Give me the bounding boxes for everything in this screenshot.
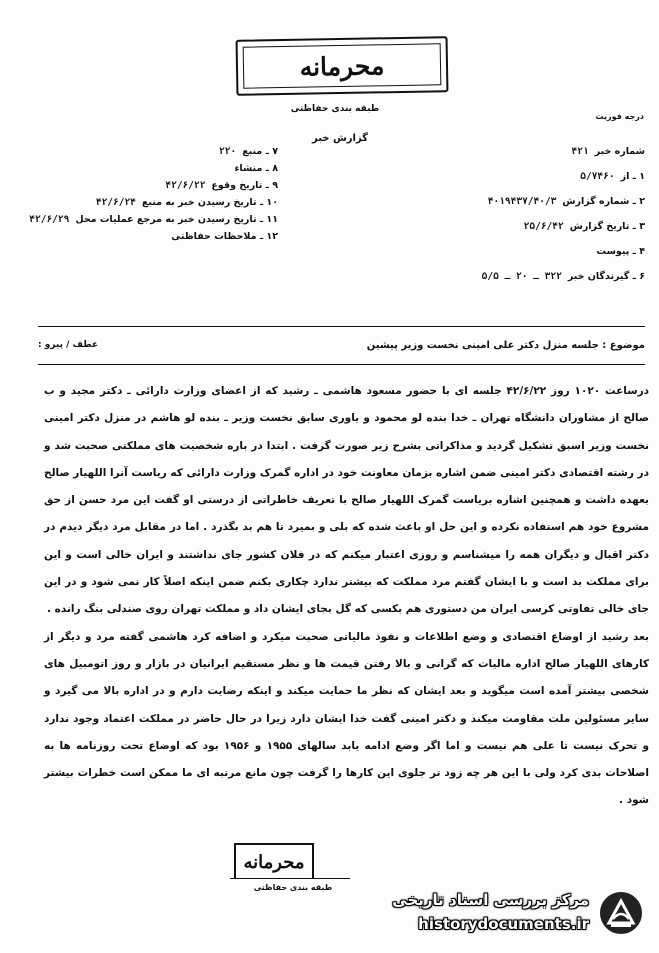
field-label: شماره خبر xyxy=(594,146,645,157)
field-value: ۵/۷۴۶۰ xyxy=(580,171,615,182)
field-value: ۴۲۱ xyxy=(571,146,589,157)
classification-label: طبقه بندی حفاظتی xyxy=(290,104,380,114)
divider-line xyxy=(38,326,645,327)
field-row xyxy=(165,180,278,191)
field-row xyxy=(165,231,278,242)
field-row xyxy=(228,163,278,174)
field-value: ۲۲۰ xyxy=(219,146,237,157)
field-row xyxy=(29,214,278,225)
header-fields-left xyxy=(18,146,278,246)
field-label: ۹ ـ تاریخ وقوع xyxy=(211,180,278,191)
field-value: ۳۲۲ ـ ۲۰ ـ ۵/۵ xyxy=(481,271,562,282)
classification-label-bottom: طبقه بندی حفاظتی xyxy=(253,883,333,892)
header-fields-right xyxy=(355,146,645,296)
field-label: ۳ ـ تاریخ گزارش xyxy=(569,221,645,232)
reference-label: عطف / پیرو : xyxy=(38,340,99,350)
watermark-url: historydocuments.ir xyxy=(418,915,589,933)
field-row xyxy=(219,146,278,157)
report-title: گزارش خبر xyxy=(311,133,368,144)
field-label: ۱۱ ـ تاریخ رسیدن خبر به مرجع عملیات محل xyxy=(75,214,278,225)
field-label: ۲ ـ شماره گزارش xyxy=(562,196,645,207)
field-label: ۸ ـ منشاء xyxy=(234,163,278,174)
field-row xyxy=(488,196,645,207)
field-label: ۴ ـ پیوست xyxy=(596,246,645,257)
stamp-text: محرمانه xyxy=(243,43,442,88)
field-label: ۱۲ ـ ملاحظات حفاظتی xyxy=(171,231,278,242)
classification-stamp xyxy=(236,36,449,96)
body-paragraph: بعد رشید از اوضاع اقتصادی و وضع اطلاعات و نفوذ مالیاتی صحبت میکرد و اضافه کرد هاشمی گفته مرد و دیگر از کارهای اللهیار صالح اداره مالیات که گرانی و بالا رفتن قیمت ها و نظر مستقیم ایرانیان در بازار و روز اتومبیل های شخصی بیشتر آمده است میگوید و بعد ایشان که نظر ما حمایت میکند و اینکه رضایت دارم و در اداره بالا می گیرد و سایر مسئولین ملت مقاومت میکند و دکتر امینی گفت خدا ایشان دارد زیرا در حال حاضر در مملکت اعتماد وجود ندارد و تحرک نیست تا علی هم نیست و اما اگر وضع ادامه یابد سالهای ۱۹۵۵ و ۱۹۵۶ بود که اوضاع تحت روزنامه ها به اصلاحات بدی کرد ولی با این هر چه زود تر جلوی این کارها را گرفت چون مانع مرتبه ای ما ممکن است خطرات بیشتر شود . xyxy=(44,630,649,807)
field-row xyxy=(591,246,645,257)
subject-row xyxy=(38,340,645,351)
archive-logo-icon xyxy=(597,889,645,937)
classification-stamp-bottom: محرمانه xyxy=(234,843,314,879)
field-row xyxy=(572,146,645,157)
body-paragraph: درساعت ۱۰۲۰ روز ۴۲/۶/۲۲ جلسه ای با حضور مسعود هاشمی ـ رشید که از اعضای وزارت دارائی ـ دکتر مجید و ب صالح از مشاوران دانشگاه تهران ـ خدا بنده لو محمود و یاوری سابق نخست وزیر ـ بنده لو هاشم در منزل دکتر امینی نخست وزیر اسبق تشکیل گردید و مذاکراتی بشرح زیر صورت گرفت . ابتدا در باره شخصیت های مملکتی صحبت شد و در رشته اقتصادی دکتر امینی ضمن اشاره بزمان معاونت خود در اداره گمرک وزارت دارائی که ریاست آنرا اللهیار صالح بعهده داشت و همچنین اشاره بریاست گمرک اللهیار صالح با تعریف خاطراتی از درستی او گفت این مرد حسن از حق مشروع خود هم استفاده نکرده و این حل او باعث شده که بلی و بمیرد تا هم بد بگذرد . اما در مقابل مرد دیگر دیدم در دکتر اقبال و دیگران همه را میشناسم و روزی اعتبار میکنم که در فلان کشور جای نداشتند و ایران خالی است و این برای مملکت بد است و با ایشان گفتم مرد مملکت که بیشتر ندارد چکاری بکنم ضمن اینکه اصلاً کار نمی شود و در این جای خالی تفاوتی کرسی ایران من دستوری هم بکسی که گل بجای ایشان داد و مملکت تهران روی صندلی بنگ رانده . xyxy=(44,385,650,616)
field-value: ۴۰۱۹۴۳۷/۴۰/۳ xyxy=(487,196,557,207)
field-row xyxy=(580,171,645,182)
field-label: ۷ ـ منبع xyxy=(242,146,278,157)
field-label: ۱۰ ـ تاریخ رسیدن خبر به منبع xyxy=(141,197,278,208)
field-value: ۴۲/۶/۲۴ xyxy=(95,197,136,208)
watermark xyxy=(349,885,649,943)
field-label: ۱ ـ از xyxy=(620,171,645,182)
field-row xyxy=(482,271,645,282)
stamp-underline xyxy=(230,878,350,879)
urgency-label: درجه فوریت xyxy=(595,112,644,121)
field-row xyxy=(96,197,278,208)
field-value: ۴۲/۶/۲۹ xyxy=(29,214,70,225)
report-body xyxy=(44,378,649,815)
field-label: ۶ ـ گیرندگان خبر xyxy=(567,271,645,282)
field-value: ۲۵/۶/۴۲ xyxy=(523,221,564,232)
subject-text: موضوع : جلسه منزل دکتر علی امینی نخست وزیر پیشین xyxy=(366,340,645,351)
watermark-name: مرکز بررسی اسناد تاریخی xyxy=(392,891,589,909)
field-value: ۴۲/۶/۲۲ xyxy=(165,180,206,191)
divider-line xyxy=(38,364,645,365)
field-row xyxy=(524,221,645,232)
